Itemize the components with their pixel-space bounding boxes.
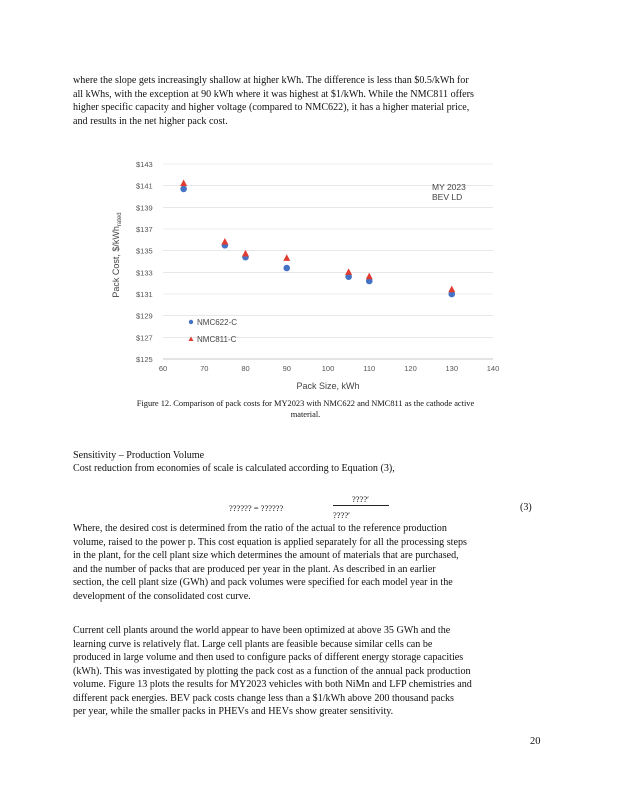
x-tick-label: 120 [404,364,417,373]
cell-plants-line-6: different pack energies. BEV pack costs change less than a $1/kWh above 200 thousand packs [73,692,454,704]
data-point-nmc811-c [448,286,455,293]
intro-line-4: and results in the net higher pack cost. [73,115,228,127]
figure-caption [78,398,533,420]
x-tick-label: 110 [363,364,376,373]
chart-annotation-line-1: MY 2023 [432,182,466,192]
chart-annotation-line-2: BEV LD [432,192,463,202]
intro-line-1: where the slope gets increasingly shallow at higher kWh. The difference is less than $0.5/kWh for [73,75,469,86]
y-tick-label: $143 [136,160,153,169]
x-tick-label: 100 [321,364,335,373]
x-tick-label: 130 [445,364,459,373]
x-tick-label: 90 [282,364,291,373]
where-line-1: Where, the desired cost is determined from the ratio of the actual to the reference production [73,523,447,534]
equation-lhs: ?????? = ?????? [229,503,284,513]
where-line-4: and the number of packs that are produced per year in the plant. As described in an earlier [73,563,436,575]
cell-plants-paragraph [73,624,543,651]
pack-cost-chart [100,150,520,400]
y-tick-label: $137 [136,225,153,234]
data-point-nmc811-c [221,238,228,245]
cell-plants-line-5: volume. Figure 13 plots the results for MY2023 vehicles with both NiMn and LFP chemistries and [73,679,472,691]
figure-caption-line-2: material. [290,410,321,419]
y-tick-label: $141 [136,181,153,191]
legend-label-nmc622: NMC622-C [197,318,238,327]
x-axis-label: Pack Size, kWh [296,381,360,391]
where-line-2: volume, raised to the power p. This cost equation is applied separately for all the processing steps [73,536,467,548]
legend-marker-nmc622 [189,320,193,324]
y-tick-label: $131 [136,290,153,299]
cell-plants-line-7: per year, while the smaller packs in PHEVs and HEVs show greater sensitivity. [73,706,394,718]
y-tick-label: $133 [136,268,153,278]
data-point-nmc622-c [180,186,187,193]
data-point-nmc811-c [366,273,373,280]
figure-caption-line-1: Figure 12. Comparison of pack costs for MY2023 with NMC622 and NMC811 as the cathode active [136,399,475,408]
cell-plants-paragraph-continued [73,651,543,719]
data-point-nmc811-c [345,268,352,275]
data-point-nmc622-c [283,265,290,272]
data-point-nmc811-c [283,254,290,261]
equation-3 [0,490,618,526]
data-point-nmc811-c [180,180,187,187]
equation-denominator: ????′ [333,510,350,520]
fraction-bar [333,505,389,506]
cell-plants-line-2: learning curve is relatively flat. Large cell plants are feasible because similar cells can be [73,638,433,650]
intro-line-3: higher specific capacity and higher voltage (compared to NMC622), it has a higher material price, [73,102,470,114]
where-line-3: in the plant, for the cell plant size which determines the amount of materials that are purchased, [73,550,459,562]
y-tick-label: $135 [136,246,153,256]
equation-numerator: ????′ [352,494,369,504]
intro-paragraph [73,74,543,128]
y-tick-label: $127 [136,333,153,343]
intro-line-2: all kWhs, with the exception at 90 kWh where it was highest at $1/kWh. While the NMC811 offers [73,88,474,100]
where-line-5: section, the cell plant size (GWh) and pack volumes were specified for each model year in the [73,577,453,589]
section-intro: Cost reduction from economies of scale is calculated according to Equation (3), [73,463,395,474]
cell-plants-line-4: (kWh). This was investigated by plotting the pack cost as a function of the annual pack production [73,665,471,677]
y-axis-label-main: Pack Cost, $/kWh [111,226,121,298]
y-tick-label: $129 [136,311,153,321]
x-tick-label: 80 [241,364,250,373]
section-title: Sensitivity – Production Volume [73,450,205,461]
x-tick-label: 140 [486,364,500,373]
y-axis-label [111,212,123,297]
x-tick-label: 60 [158,364,168,373]
y-axis-label-sub: rated [117,212,123,227]
chart-points [180,180,455,298]
equation-number: (3) [520,502,532,513]
y-tick-label: $139 [136,203,153,213]
x-tick-label: 70 [200,364,209,373]
page-number: 20 [530,736,541,747]
where-paragraph [73,522,543,604]
where-line-6: development of the consolidated cost curve. [73,590,251,602]
legend-label-nmc811: NMC811-C [197,335,237,344]
chart-legend [189,318,238,344]
y-tick-label: $125 [136,355,153,364]
cell-plants-line-1: Current cell plants around the world appear to have been optimized at above 35 GWh and the [73,625,451,636]
cell-plants-line-3: produced in large volume and then used to configure packs of different energy storage capacities [73,652,464,663]
